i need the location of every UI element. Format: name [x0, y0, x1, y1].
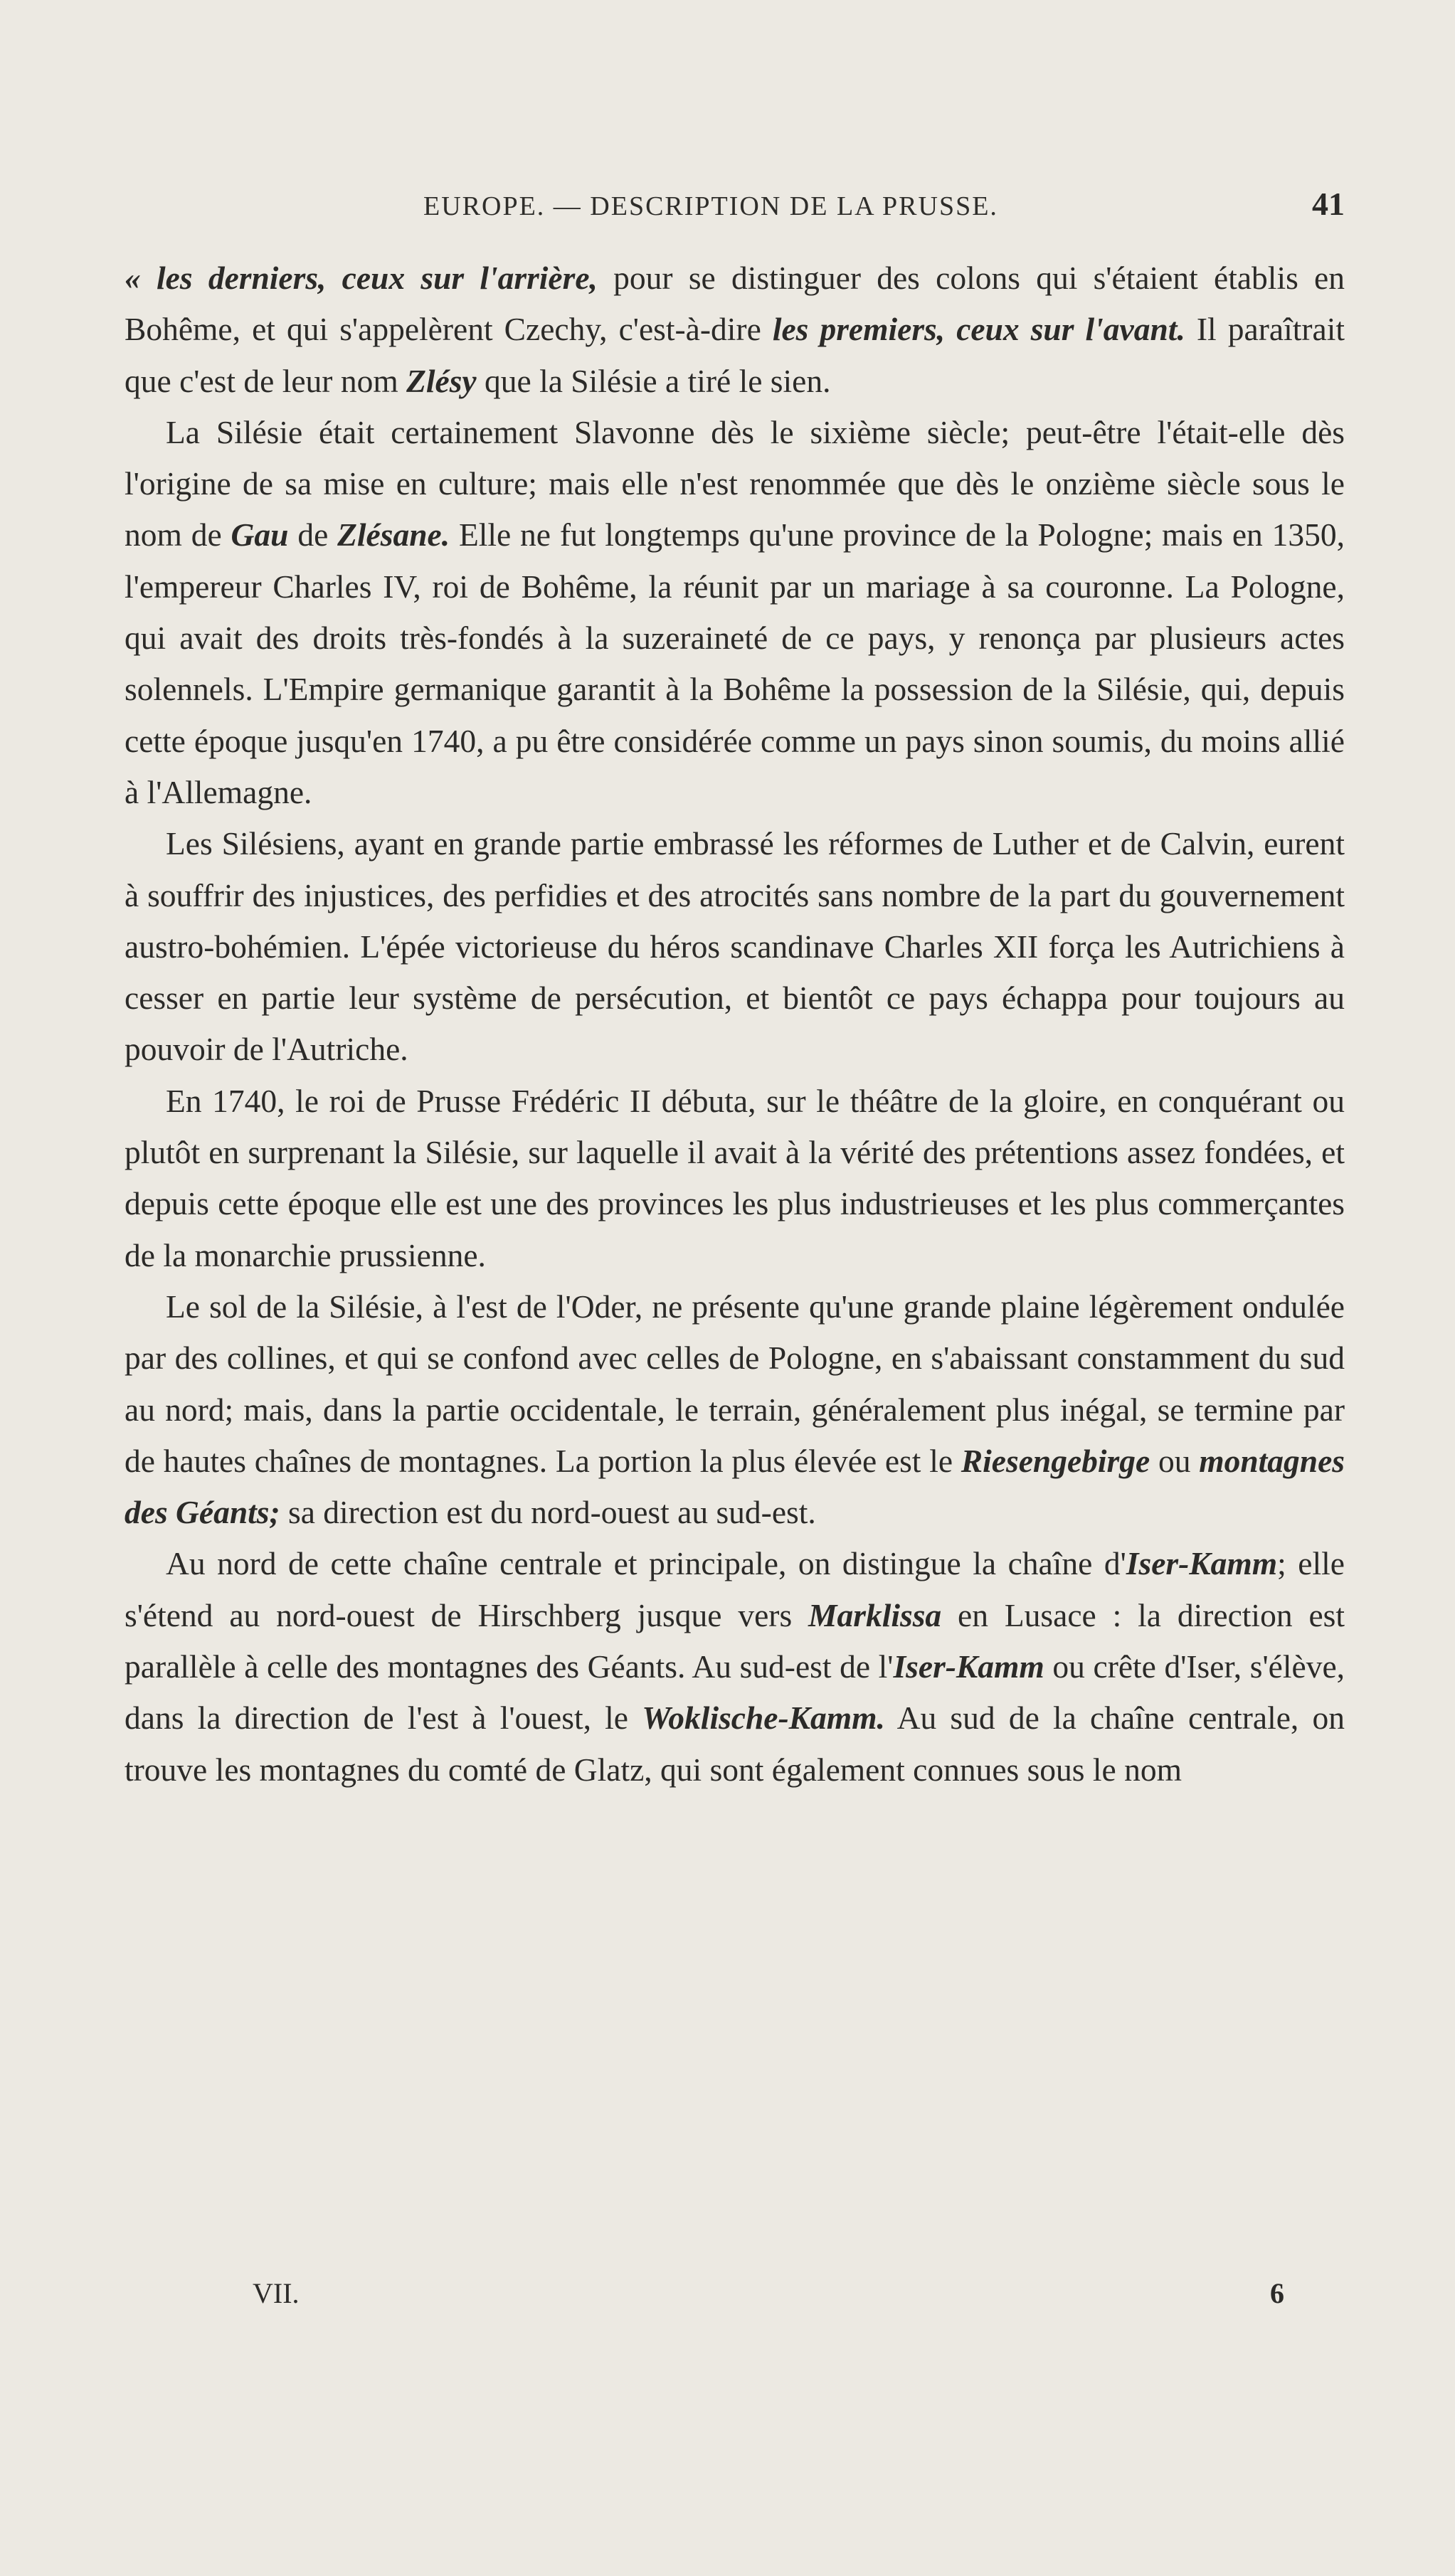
italic-term: Zlésy — [406, 362, 477, 399]
text-run: de — [288, 516, 338, 553]
page-footer — [125, 2276, 1345, 2319]
text-run: ; elle s'étend au nord-ouest de Hirschberg jusque vers — [125, 1545, 1345, 1633]
text-run: pour se distinguer des colons qui s'étaient établis en Bohême, et qui s'appelèrent Czechy, c'est-à-dire — [125, 260, 1345, 348]
text-run: ou — [1150, 1442, 1200, 1479]
italic-term: « les derniers, ceux sur l'arrière, — [125, 260, 598, 296]
italic-term: Riesengebirge — [961, 1442, 1150, 1479]
text-run: en Lusace : la direction est parallèle à celle des montagnes des Géants. Au sud-est de l' — [125, 1596, 1345, 1685]
sheet-number: 6 — [1270, 2277, 1284, 2309]
text-run: La Silésie était certainement Slavonne dès le sixième siècle; peut-être l'était-elle dès l'origine de sa mise en culture; mais elle n'est renommée que dès le onzième siècle sous le nom de — [125, 413, 1345, 553]
paragraph — [125, 1076, 1345, 1281]
italic-term: Iser-Kamm — [1126, 1545, 1278, 1582]
page-number: 41 — [1312, 186, 1345, 222]
page-header — [125, 186, 1345, 233]
italic-term: Gau — [231, 516, 289, 553]
text-run: Au sud de la chaîne centrale, on trouve les montagnes du comté de Glatz, qui sont également connues sous le nom — [125, 1700, 1345, 1788]
italic-term: les premiers, ceux sur l'avant. — [772, 311, 1185, 348]
paragraph — [125, 253, 1345, 407]
running-title: EUROPE. — DESCRIPTION DE LA PRUSSE. — [423, 191, 998, 221]
text-run: Au nord de cette chaîne centrale et principale, on distingue la chaîne d' — [166, 1545, 1126, 1582]
paragraph — [125, 818, 1345, 1075]
signature-mark: VII. — [253, 2277, 300, 2309]
text-run: En 1740, le roi de Prusse Frédéric II débuta, sur le théâtre de la gloire, en conquérant ou plutôt en surprenant la Silésie, sur laquelle il avait à la vérité des prétentions assez fondées, et depuis cette époque elle est une des provinces les plus industrieuses et les plus commerçantes de la monarchie prussienne. — [125, 1082, 1345, 1273]
italic-term: montagnes des Géants; — [125, 1442, 1345, 1531]
paragraph — [125, 1281, 1345, 1538]
text-run: Les Silésiens, ayant en grande partie embrassé les réformes de Luther et de Calvin, eurent à souffrir des injustices, des perfidies et des atrocités sans nombre de la part du gouvernement austro-bohémien. L'épée victorieuse du héros scandinave Charles XII força les Autrichiens à cesser en partie leur système de persécution, et bientôt ce pays échappa pour toujours au pouvoir de l'Autriche. — [125, 825, 1345, 1068]
italic-term: Zlésane. — [337, 516, 450, 553]
text-run: que la Silésie a tiré le sien. — [476, 362, 831, 399]
text-run: Il paraîtrait que c'est de leur nom — [125, 311, 1345, 399]
body-text — [125, 253, 1345, 1796]
italic-term: Woklische-Kamm. — [642, 1700, 885, 1737]
text-run: ou crête d'Iser, s'élève, dans la direction de l'est à l'ouest, le — [125, 1648, 1345, 1737]
paragraph — [125, 407, 1345, 818]
text-run: Elle ne fut longtemps qu'une province de la Pologne; mais en 1350, l'empereur Charles IV, roi de Bohême, la réunit par un mariage à sa couronne. La Pologne, qui avait des droits très-fondés à la suzeraineté de ce pays, y renonça par plusieurs actes solennels. L'Empire germanique garantit à la Bohême la possession de la Silésie, qui, depuis cette époque jusqu'en 1740, a pu être considérée comme un pays sinon soumis, du moins allié à l'Allemagne. — [125, 516, 1345, 810]
italic-term: Marklissa — [808, 1596, 942, 1633]
italic-term: Iser-Kamm — [893, 1648, 1044, 1685]
text-run: sa direction est du nord-ouest au sud-est. — [280, 1494, 816, 1531]
paragraph — [125, 1538, 1345, 1795]
text-run: Le sol de la Silésie, à l'est de l'Oder, ne présente qu'une grande plaine légèrement ondulée par des collines, et qui se confond avec celles de Pologne, en s'abaissant constamment du sud au nord; mais, dans la partie occidentale, le terrain, généralement plus inégal, se termine par de hautes chaînes de montagnes. La portion la plus élevée est le — [125, 1288, 1345, 1479]
